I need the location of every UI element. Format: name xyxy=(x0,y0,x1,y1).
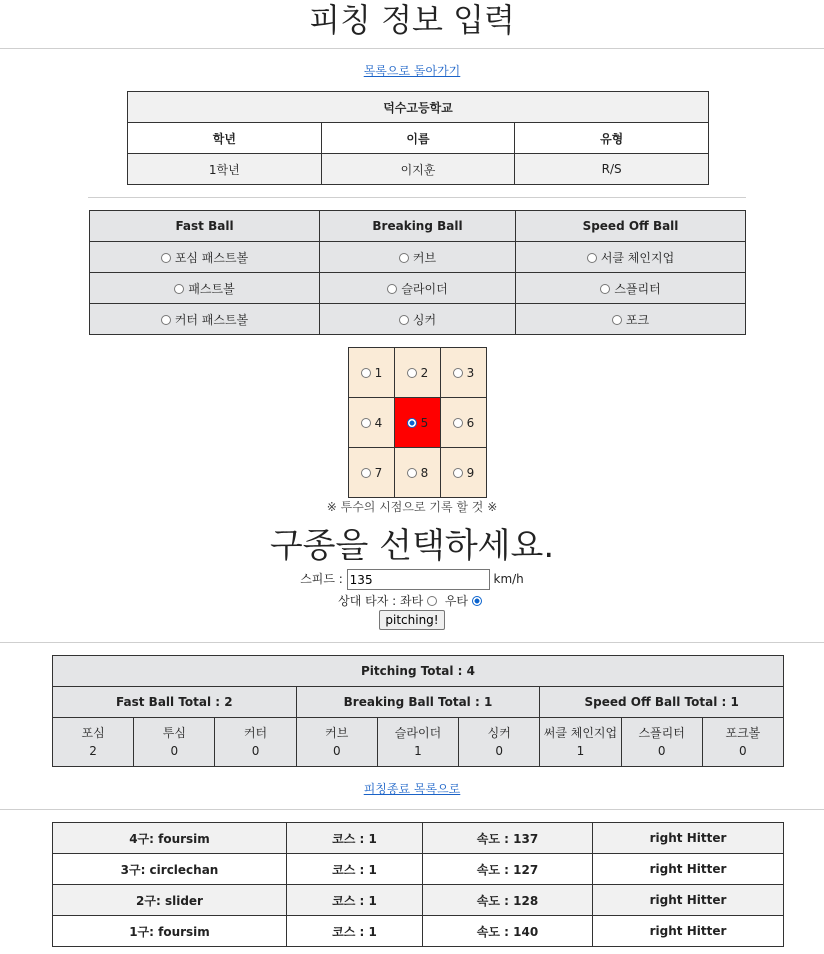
table-row xyxy=(53,854,784,885)
radio-icon[interactable] xyxy=(407,418,417,428)
zone-cell-selected[interactable] xyxy=(395,398,441,448)
radio-icon[interactable] xyxy=(161,315,171,325)
pitching-button[interactable]: pitching! xyxy=(379,610,444,630)
header-type: 유형 xyxy=(515,123,709,154)
radio-icon[interactable] xyxy=(174,284,184,294)
log-speed: 속도 : 137 xyxy=(423,823,593,854)
divider xyxy=(0,809,824,810)
total-cell xyxy=(134,718,215,767)
pitch-name: 써클 체인지업 xyxy=(543,726,618,740)
log-pitch: 4구: foursim xyxy=(53,823,287,854)
zone-label: 5 xyxy=(420,415,429,430)
pitch-name: 싱커 xyxy=(487,726,511,740)
log-hitter: right Hitter xyxy=(593,823,784,854)
page-title: 피칭 정보 입력 xyxy=(309,1,515,39)
pitch-option-curve[interactable] xyxy=(320,242,516,273)
divider xyxy=(88,197,746,198)
radio-icon[interactable] xyxy=(407,368,417,378)
total-cell xyxy=(702,718,783,767)
zone-cell[interactable] xyxy=(349,348,395,398)
pitch-option-foursim[interactable] xyxy=(90,242,320,273)
speed-row xyxy=(0,569,824,590)
fast-ball-total: Fast Ball Total : 2 xyxy=(53,687,297,718)
log-speed: 속도 : 127 xyxy=(423,854,593,885)
pitching-total-title: Pitching Total : 4 xyxy=(53,656,784,687)
zone-cell[interactable] xyxy=(395,448,441,498)
pitch-option-label: 포크 xyxy=(625,312,650,327)
zone-label: 8 xyxy=(420,465,429,480)
pitch-count: 0 xyxy=(332,744,341,758)
log-speed: 속도 : 140 xyxy=(423,916,593,947)
pitch-option-label: 포심 패스트볼 xyxy=(174,250,249,265)
pitch-name: 포심 xyxy=(81,726,105,740)
zone-cell[interactable] xyxy=(441,348,487,398)
speed-input[interactable] xyxy=(347,569,490,590)
zone-label: 3 xyxy=(466,365,475,380)
pitch-count: 2 xyxy=(89,744,97,758)
header-breaking-ball: Breaking Ball xyxy=(320,211,516,242)
pitch-option-label: 커터 패스트볼 xyxy=(174,312,249,327)
radio-icon[interactable] xyxy=(453,468,463,478)
zone-label: 1 xyxy=(374,365,383,380)
log-pitch: 1구: foursim xyxy=(53,916,287,947)
hitter-left-radio[interactable] xyxy=(427,596,437,606)
zone-label: 9 xyxy=(466,465,475,480)
zone-cell[interactable] xyxy=(349,398,395,448)
speed-label: 스피드 : xyxy=(300,572,343,586)
pitch-count: 0 xyxy=(251,744,260,758)
pitching-total-table xyxy=(52,655,784,767)
pitch-option-splitter[interactable] xyxy=(516,273,746,304)
pitch-option-circle-change[interactable] xyxy=(516,242,746,273)
pitch-option-label: 슬라이더 xyxy=(401,281,448,296)
zone-label: 2 xyxy=(420,365,429,380)
log-course: 코스 : 1 xyxy=(287,854,423,885)
pitch-name: 스플리터 xyxy=(638,726,685,740)
pitch-option-fork[interactable] xyxy=(516,304,746,335)
total-cell xyxy=(621,718,702,767)
finish-list-link[interactable]: 피칭종료 목록으로 xyxy=(363,782,461,796)
pitch-count: 0 xyxy=(170,744,179,758)
hitter-row xyxy=(0,592,824,609)
zone-label: 6 xyxy=(466,415,475,430)
pitch-count: 0 xyxy=(495,744,504,758)
divider xyxy=(0,48,824,49)
pitch-name: 커터 xyxy=(243,726,268,740)
radio-icon[interactable] xyxy=(361,418,371,428)
pitch-option-sinker[interactable] xyxy=(320,304,516,335)
header-name: 이름 xyxy=(321,123,515,154)
pitch-name: 포크볼 xyxy=(725,726,761,740)
radio-icon[interactable] xyxy=(453,368,463,378)
radio-icon[interactable] xyxy=(600,284,610,294)
pitch-log-table xyxy=(52,822,784,947)
log-pitch: 2구: slider xyxy=(53,885,287,916)
total-cell xyxy=(540,718,621,767)
log-course: 코스 : 1 xyxy=(287,885,423,916)
strike-zone-grid xyxy=(348,347,487,498)
radio-icon[interactable] xyxy=(612,315,622,325)
log-hitter: right Hitter xyxy=(593,885,784,916)
radio-icon[interactable] xyxy=(399,315,409,325)
radio-icon[interactable] xyxy=(361,368,371,378)
pitch-option-cutter[interactable] xyxy=(90,304,320,335)
pitch-option-label: 스플리터 xyxy=(614,281,661,296)
hitter-left-label: 좌타 xyxy=(400,594,424,608)
zone-cell[interactable] xyxy=(441,398,487,448)
speed-off-ball-total: Speed Off Ball Total : 1 xyxy=(540,687,784,718)
total-cell xyxy=(53,718,134,767)
header-fast-ball: Fast Ball xyxy=(90,211,320,242)
school-name: 덕수고등학교 xyxy=(128,92,709,123)
pitch-prompt: 구종을 선택하세요. xyxy=(269,526,555,566)
log-speed: 속도 : 128 xyxy=(423,885,593,916)
pitch-name: 커브 xyxy=(325,726,349,740)
log-course: 코스 : 1 xyxy=(287,823,423,854)
breaking-ball-total: Breaking Ball Total : 1 xyxy=(296,687,540,718)
table-row xyxy=(53,916,784,947)
total-cell xyxy=(296,718,377,767)
zone-cell[interactable] xyxy=(441,448,487,498)
speed-unit: km/h xyxy=(493,572,524,586)
pitch-type-table xyxy=(89,210,746,335)
pitch-name: 슬라이더 xyxy=(394,726,442,740)
zone-label: 7 xyxy=(374,465,383,480)
total-cell xyxy=(215,718,296,767)
radio-icon[interactable] xyxy=(161,253,171,263)
pitch-count: 0 xyxy=(739,744,747,758)
table-row xyxy=(53,823,784,854)
log-pitch: 3구: circlechan xyxy=(53,854,287,885)
log-hitter: right Hitter xyxy=(593,916,784,947)
pitch-count: 0 xyxy=(657,744,666,758)
log-course: 코스 : 1 xyxy=(287,916,423,947)
log-hitter: right Hitter xyxy=(593,854,784,885)
pitch-option-fastball[interactable] xyxy=(90,273,320,304)
player-name: 이지훈 xyxy=(321,154,515,185)
hitter-right-label: 우타 xyxy=(444,594,469,608)
zone-cell[interactable] xyxy=(395,348,441,398)
player-info-table xyxy=(127,91,709,185)
hitter-label: 상대 타자 : xyxy=(338,594,397,608)
pitch-option-label: 서클 체인지업 xyxy=(600,250,675,265)
pitch-name: 투심 xyxy=(162,726,186,740)
header-grade: 학년 xyxy=(128,123,322,154)
divider xyxy=(0,642,824,643)
radio-icon[interactable] xyxy=(387,284,397,294)
zone-label: 4 xyxy=(374,415,383,430)
pitch-count: 1 xyxy=(576,744,585,758)
back-to-list-link[interactable]: 목록으로 돌아가기 xyxy=(363,64,461,78)
player-type: R/S xyxy=(515,154,709,185)
hitter-right-radio[interactable] xyxy=(472,596,482,606)
total-cell xyxy=(377,718,458,767)
player-grade: 1학년 xyxy=(128,154,322,185)
zone-cell[interactable] xyxy=(349,448,395,498)
button-row xyxy=(0,610,824,630)
pitch-count: 1 xyxy=(414,744,422,758)
pitch-option-label: 패스트볼 xyxy=(188,281,235,296)
total-cell xyxy=(459,718,540,767)
header-speed-off-ball: Speed Off Ball xyxy=(516,211,746,242)
table-row xyxy=(53,885,784,916)
radio-icon[interactable] xyxy=(407,468,417,478)
pitch-option-label: 싱커 xyxy=(412,312,437,327)
pitch-option-label: 커브 xyxy=(412,250,437,265)
radio-icon[interactable] xyxy=(361,468,371,478)
radio-icon[interactable] xyxy=(453,418,463,428)
pitch-option-slider[interactable] xyxy=(320,273,516,304)
zone-note: ※ 투수의 시점으로 기록 할 것 ※ xyxy=(326,500,498,514)
radio-icon[interactable] xyxy=(399,253,409,263)
radio-icon[interactable] xyxy=(587,253,597,263)
